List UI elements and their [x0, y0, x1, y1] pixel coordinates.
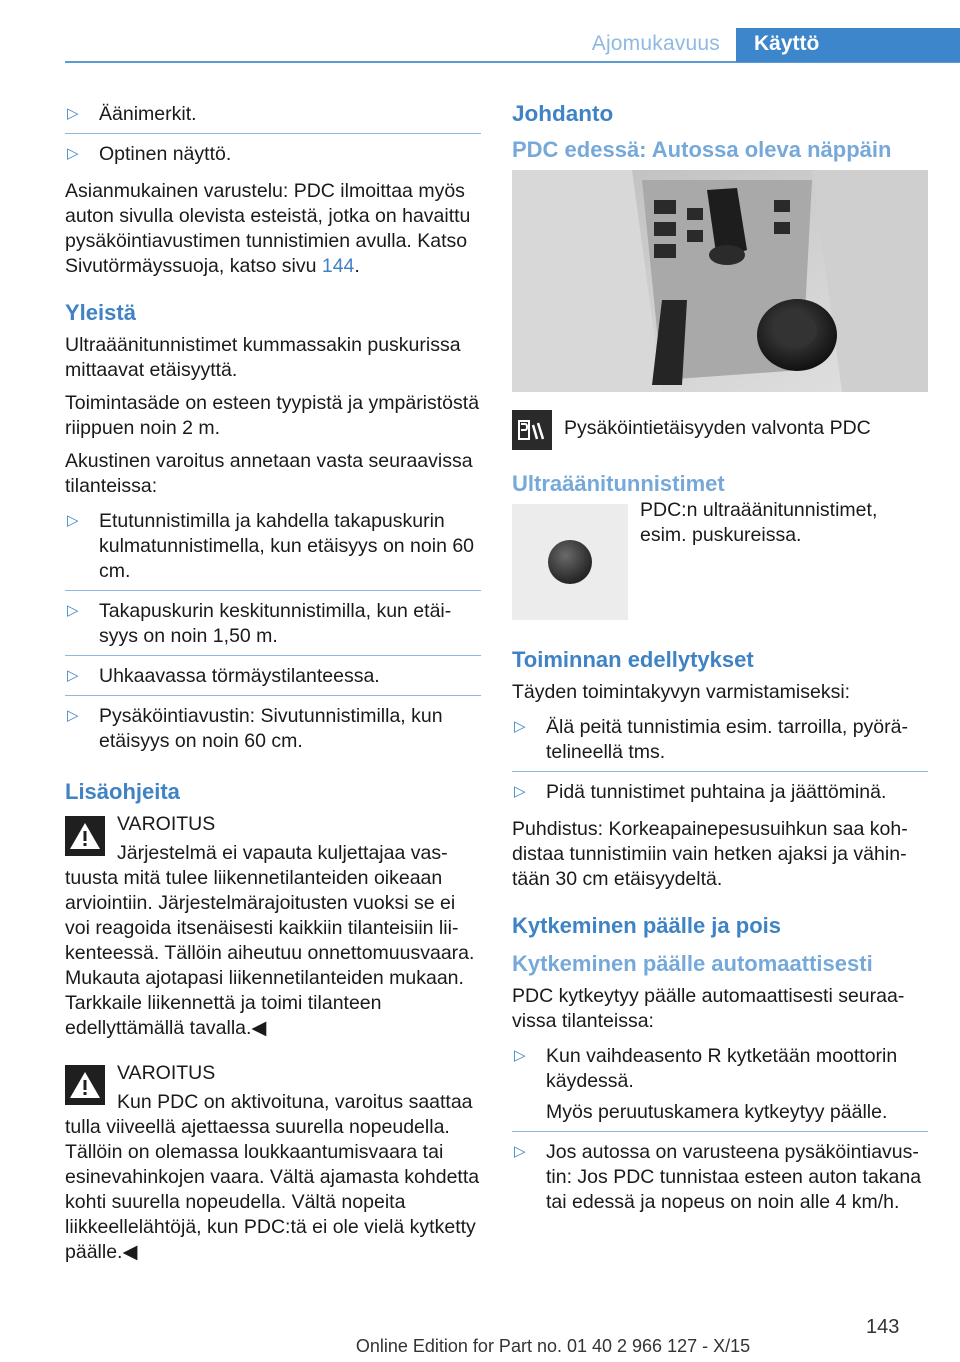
bullet-triangle-icon: ▷ [67, 707, 79, 724]
edition-note: Online Edition for Part no. 01 40 2 966 127 - X/15 [355, 1336, 751, 1356]
bullet-triangle-icon: ▷ [67, 105, 79, 122]
signal-list [65, 100, 481, 173]
equipment-paragraph [65, 179, 481, 279]
list-item-text: Jos autossa on varusteena pysäköintiavustin: Jos PDC tunnistaa esteen auton takana tai edessä ja nopeus on noin alle 4 km/h. [546, 1141, 922, 1213]
list-item [512, 713, 928, 772]
list-item-text: Äänimerkit. [99, 103, 197, 125]
sensor-image [512, 504, 628, 620]
list-item [512, 778, 928, 811]
heading-pdc-front-button: PDC edessä: Autossa oleva näppäin [512, 137, 892, 162]
list-item-text: Takapuskurin keskitunnistimilla, kun etäisyys on noin 1,50 m. [99, 600, 452, 647]
heading-additional-notes: Lisäohjeita [65, 779, 180, 804]
equipment-text-end: . [354, 255, 360, 277]
bullet-triangle-icon: ▷ [67, 667, 79, 684]
list-item [512, 1042, 928, 1132]
heading-switch-on-auto: Kytkeminen päälle automaattisesti [512, 951, 873, 976]
list-item [65, 662, 481, 696]
list-item-text: Uhkaavassa törmäystilanteessa. [99, 665, 380, 687]
sensor-description: PDC:n ultraäänitunnistimet, esim. puskureissa. [640, 499, 878, 546]
general-paragraph-3: Akustinen varoitus annetaan vasta seuraavissa tilanteissa: [65, 450, 473, 497]
list-item-text: Pidä tunnistimet puhtaina ja jäättöminä. [546, 781, 887, 803]
list-item [65, 597, 481, 656]
heading-ultrasonic-sensors: Ultraäänitunnistimet [512, 471, 725, 496]
bullet-triangle-icon: ▷ [514, 783, 526, 800]
cleaning-paragraph: Puhdistus: Korkeapainepesusuihkun saa kohdistaa tunnistimiin vain hetken ajaksi ja vähintään 30 cm etäisyydeltä. [512, 818, 908, 890]
right-column [512, 100, 928, 1227]
bullet-triangle-icon: ▷ [514, 1047, 526, 1064]
warning-title: VAROITUS [117, 1062, 216, 1084]
bullet-triangle-icon: ▷ [514, 1143, 526, 1160]
list-item-text: Etutunnistimilla ja kahdella takapuskurin kulmatunnistimella, kun etäisyys on noin 60 cm. [99, 510, 475, 582]
list-item-text: Optinen näyttö. [99, 143, 232, 165]
pdc-button-icon [512, 410, 552, 450]
list-item-text: Kun vaihdeasento R kytketään moottorin käydessä. [546, 1045, 898, 1092]
bullet-triangle-icon: ▷ [67, 145, 79, 162]
heading-switch-on-off: Kytkeminen päälle ja pois [512, 913, 781, 938]
warning-text: Kun PDC on aktivoituna, varoitus saattaa tulla viiveellä ajettaessa suurella nopeudella. Tällöin on olemassa loukkaantumisvaara tai esinevahinkojen vaara. Vältä ajamasta kohdetta kohti suurella nopeudella. Vältä nopeita liikkeellelähtöjä, kun PDC:tä ei ole vielä kytketty päälle.◀ [65, 1091, 480, 1263]
list-item-text: Pysäköintiavustin: Sivutunnistimilla, kun etäisyys on noin 60 cm. [99, 705, 443, 752]
warning-triangle-icon [65, 1065, 105, 1105]
page-header [0, 28, 960, 62]
pdc-caption [512, 410, 928, 450]
heading-introduction: Johdanto [512, 101, 614, 126]
auto-intro: PDC kytkeytyy päälle automaattisesti seuraavissa tilanteissa: [512, 985, 905, 1032]
warning-title: VAROITUS [117, 813, 216, 835]
header-chapter-tab: Käyttö [736, 28, 960, 62]
warning-block-2 [65, 1061, 481, 1265]
warning-text: Järjestelmä ei vapauta kuljettajaa vastuusta mitä tulee liikennetilanteiden oikeaan arviointiin. Järjestelmärajoitusten vuoksi se ei voi reagoida itsenäisesti kaikkiin tilanteisiin liikenteessä. Tällöin aiheutuu onnettomuusvaara. Mukauta ajotapasi liikennetilanteiden mukaan. Tarkkaile liikennettä ja toimi tilanteen edellyttämällä tavalla.◀ [65, 842, 475, 1039]
requirements-list [512, 713, 928, 811]
list-item [512, 1138, 928, 1221]
list-item-text: Älä peitä tunnistimia esim. tarroilla, pyörätelineellä tms. [546, 716, 908, 763]
equipment-text: Asianmukainen varustelu: PDC ilmoittaa myös auton sivulla olevista esteistä, jotka on havaittu pysäköintiavustimen tunnistimien avulla. Katso Sivutörmäyssuoja, katso sivu [65, 180, 471, 277]
sensor-figure-row [512, 499, 928, 620]
bullet-triangle-icon: ▷ [67, 602, 79, 619]
header-section-title: Ajomukavuus [591, 32, 720, 55]
list-item [65, 140, 481, 173]
auto-activation-list [512, 1042, 928, 1221]
center-console-photo [512, 170, 928, 392]
list-item-subtext: Myös peruutuskamera kytkeytyy päälle. [546, 1101, 888, 1123]
general-paragraph-1: Ultraäänitunnistimet kummassakin puskurissa mittaavat etäisyyttä. [65, 334, 461, 381]
ultrasonic-sensor-icon [548, 540, 592, 584]
warning-block-1 [65, 812, 481, 1041]
general-paragraph-2: Toimintasäde on esteen tyypistä ja ympäristöstä riippuen noin 2 m. [65, 392, 480, 439]
page-number: 143 [866, 1316, 900, 1338]
list-item [65, 507, 481, 591]
list-item [65, 702, 481, 760]
heading-operating-requirements: Toiminnan edellytykset [512, 647, 754, 672]
list-item [65, 100, 481, 134]
caption-text: Pysäköintietäisyyden valvonta PDC [564, 417, 871, 439]
heading-general: Yleistä [65, 300, 136, 325]
left-column [65, 100, 481, 1273]
bullet-triangle-icon: ▷ [67, 512, 79, 529]
warning-triangle-icon [65, 816, 105, 856]
acoustic-warning-list [65, 507, 481, 760]
page-link-144[interactable]: 144 [321, 255, 355, 277]
bullet-triangle-icon: ▷ [514, 718, 526, 735]
requirements-intro: Täyden toimintakyvyn varmistamiseksi: [512, 681, 851, 703]
